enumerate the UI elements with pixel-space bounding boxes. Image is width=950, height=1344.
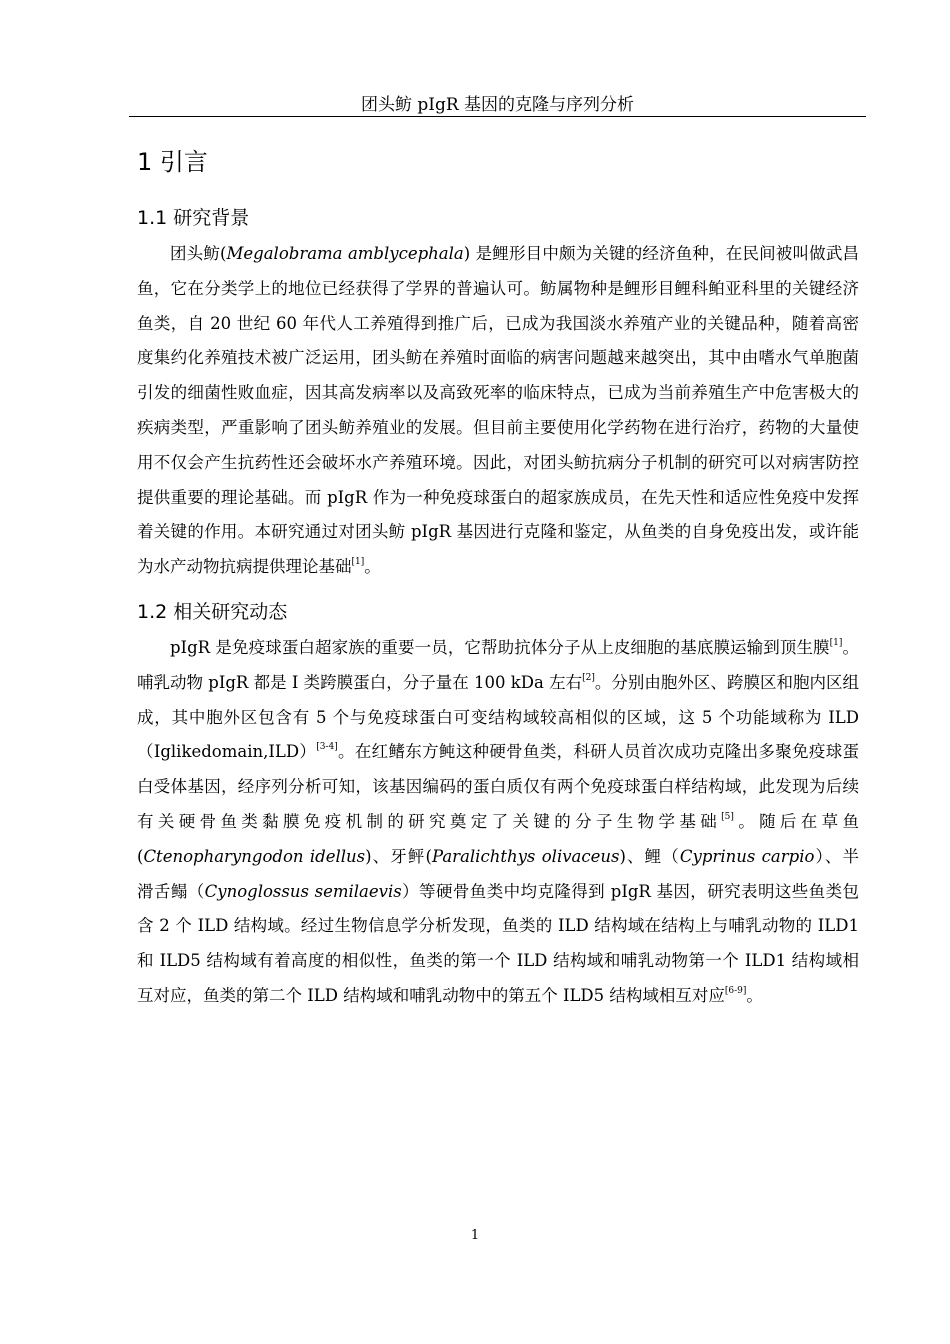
- chapter-title: 1 引言: [137, 148, 208, 176]
- page-number: 1: [470, 1228, 480, 1243]
- species-name: Megalobrama amblycephala: [226, 244, 464, 263]
- text-run: 。哺乳动物 pIgR 都是 I 类跨膜蛋白，分子量在 100 kDa 左右: [137, 637, 860, 692]
- citation: [3-4]: [316, 742, 338, 753]
- text-run: 。分别由胞外区、跨膜区和胞内区组成，其中胞外区包含有 5 个与免疫球蛋白可变结构域较高相似的区域，这 5 个功能域称为 ILD（Iglikedomain,ILD）: [137, 672, 859, 762]
- text-run: ）等硬骨鱼类中均克隆得到 pIgR 基因，研究表明这些鱼类包含 2 个 ILD 结构域。经过生物信息学分析发现，鱼类的 ILD 结构域在结构上与哺乳动物的 ILD1 和 ILD5 结构域有着高度的相似性，鱼类的第一个 ILD 结构域和哺乳动物第一个 ILD1 结构域相互对应，鱼类的第二个 ILD 结构域和哺乳动物中的第五个 ILD5 结构域相互对应: [137, 881, 860, 1005]
- section-title-research-progress: 1.2 相关研究动态: [137, 600, 288, 623]
- paragraph-background: [137, 237, 859, 585]
- species-name: Cyprinus carpio: [679, 846, 815, 866]
- species-name: Ctenopharyngodon idellus: [143, 846, 366, 866]
- running-header: 团头鲂 pIgR 基因的克隆与序列分析: [360, 95, 635, 115]
- paragraph-research-progress: [137, 631, 859, 1014]
- text-run: ) 是鲤形目中颇为关键的经济鱼种，在民间被叫做武昌鱼，它在分类学上的地位已经获得了学界的普遍认可。鲂属物种是鲤形目鲤科鲌亚科里的关键经济鱼类，自 20 世纪 60 年代人工养殖得到推广后，已成为我国淡水养殖产业的关键品种，随着高密度集约化养殖技术被广泛运用，团头鲂在养殖时面临的病害问题越来越突出，其中由嗜水气单胞菌引发的细菌性败血症，因其高发病率以及高致死率的临床特点，已成为当前养殖生产中危害极大的疾病类型，严重影响了团头鲂养殖业的发展。但目前主要使用化学药物在进行治疗，药物的大量使用不仅会产生抗药性还会破坏水产养殖环境。因此，对团头鲂抗病分子机制的研究可以对病害防控提供重要的理论基础。而 pIgR 作为一种免疫球蛋白的超家族成员，在先天性和适应性免疫中发挥着关键的作用。本研究通过对团头鲂 pIgR 基因进行克隆和鉴定，从鱼类的自身免疫出发，或许能为水产动物抗病提供理论基础: [137, 244, 860, 577]
- header-rule: [129, 116, 866, 117]
- text-run: 。: [364, 557, 381, 577]
- species-name: Cynoglossus semilaevis: [204, 881, 402, 901]
- text-run: 。: [746, 985, 763, 1005]
- text-run: 。随后在草鱼(: [137, 811, 860, 866]
- species-name: Paralichthys olivaceus: [431, 846, 620, 866]
- citation: [1]: [829, 637, 843, 648]
- citation: [2]: [582, 672, 595, 683]
- text-run: ）、半滑舌鳎（: [137, 846, 860, 901]
- text-run: )、牙鲆(: [365, 846, 432, 866]
- citation: [6-9]: [724, 985, 747, 996]
- text-run: pIgR 是免疫球蛋白超家族的重要一员，它帮助抗体分子从上皮细胞的基底膜运输到顶生膜: [170, 637, 830, 657]
- section-title-background: 1.1 研究背景: [137, 207, 250, 229]
- text-run: )、鲤（: [619, 846, 680, 866]
- page-body: [137, 140, 859, 1014]
- text-run: 。在红鳍东方鲀这种硬骨鱼类，科研人员首次成功克隆出多聚免疫球蛋白受体基因，经序列分析可知，该基因编码的蛋白质仅有两个免疫球蛋白样结构域，此发现为后续有关硬骨鱼类黏膜免疫机制的研究奠定了关键的分子生物学基础: [137, 742, 860, 831]
- text-run: 团头鲂(: [170, 244, 227, 263]
- citation: [5]: [721, 811, 734, 822]
- citation: [1]: [351, 557, 365, 568]
